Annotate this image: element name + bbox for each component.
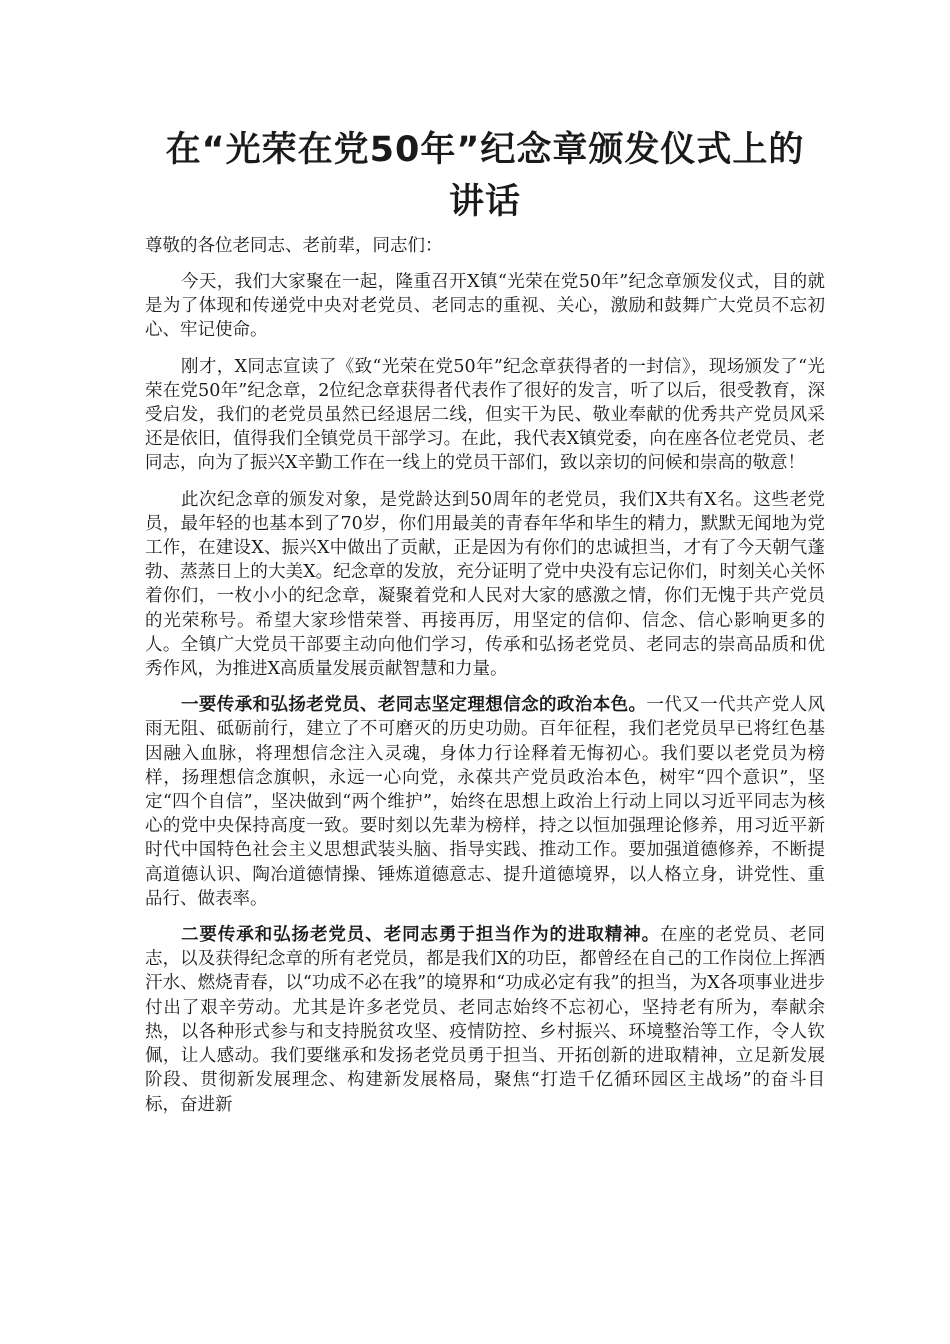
paragraph-2 [145, 355, 825, 476]
paragraph-lead: 一要传承和弘扬老党员、老同志坚定理想信念的政治本色。 [181, 695, 647, 716]
paragraph-text: 在座的老党员、老同志，以及获得纪念章的所有老党员，都是我们X的功臣，都曾经在自己的工作岗位上挥洒汗水、燃烧青春，以“功成不必在我”的境界和“功成必定有我”的担当，为X各项事业进步付出了艰辛劳动。尤其是许多老党员、老同志始终不忘初心，坚持老有所为，奉献余热，以各种形式参与和支持脱贫攻坚、疫情防控、乡村振兴、环境整治等工作，令人钦佩，让人感动。我们要继承和发扬老党员勇于担当、开拓创新的进取精神，立足新发展阶段、贯彻新发展理念、构建新发展格局，聚焦“打造千亿循环园区主战场”的奋斗目标，奋进新 [145, 925, 826, 1115]
paragraph-5 [145, 923, 825, 1117]
paragraph-4 [145, 693, 825, 911]
document-title [145, 124, 825, 228]
title-line-2: 讲话 [448, 182, 521, 222]
paragraph-text: 今天，我们大家聚在一起，隆重召开X镇“光荣在党50年”纪念章颁发仪式，目的就是为了体现和传递党中央对老党员、老同志的重视、关心，激励和鼓舞广大党员不忘初心、牢记使命。 [145, 272, 825, 341]
salutation: 尊敬的各位老同志、老前辈，同志们： [145, 236, 443, 256]
paragraph-3 [145, 488, 825, 682]
title-line-1: 在“光荣在党50年”纪念章颁发仪式上的 [165, 130, 805, 170]
document-page [145, 124, 825, 1129]
paragraph-text: 一代又一代共产党人风雨无阻、砥砺前行，建立了不可磨灭的历史功勋。百年征程，我们老党员早已将红色基因融入血脉，将理想信念注入灵魂，身体力行诠释着无悔初心。我们要以老党员为榜样，扬理想信念旗帜，永远一心向党，永葆共产党员政治本色，树牢“四个意识”，坚定“四个自信”，坚决做到“两个维护”，始终在思想上政治上行动上同以习近平同志为核心的党中央保持高度一致。要时刻以先辈为榜样，持之以恒加强理论修养，用习近平新时代中国特色社会主义思想武装头脑、指导实践、推动工作。要加强道德修养，不断提高道德认识、陶冶道德情操、锤炼道德意志、提升道德境界，以人格立身，讲党性、重品行、做表率。 [145, 695, 826, 909]
paragraph-lead: 二要传承和弘扬老党员、老同志勇于担当作为的进取精神。 [181, 925, 661, 946]
paragraph-text: 此次纪念章的颁发对象，是党龄达到50周年的老党员，我们X共有X名。这些老党员，最年轻的也基本到了70岁，你们用最美的青春年华和毕生的精力，默默无闻地为党工作，在建设X、振兴X中做出了贡献，正是因为有你们的忠诚担当，才有了今天朝气蓬勃、蒸蒸日上的大美X。纪念章的发放，充分证明了党中央没有忘记你们，时刻关心关怀着你们，一枚小小的纪念章，凝聚着党和人民对大家的感激之情，你们无愧于共产党员的光荣称号。希望大家珍惜荣誉、再接再厉，用坚定的信仰、信念、信心影响更多的人。全镇广大党员干部要主动向他们学习，传承和弘扬老党员、老同志的崇高品质和优秀作风，为推进X高质量发展贡献智慧和力量。 [145, 489, 825, 680]
paragraph-1 [145, 270, 825, 343]
paragraph-text: 刚才，X同志宣读了《致“光荣在党50年”纪念章获得者的一封信》，现场颁发了“光荣在党50年”纪念章，2位纪念章获得者代表作了很好的发言，听了以后，很受教育，深受启发，我们的老党员虽然已经退居二线，但实干为民、敬业奉献的优秀共产党员风采还是依旧，值得我们全镇党员干部学习。在此，我代表X镇党委，向在座各位老党员、老同志，向为了振兴X辛勤工作在一线上的党员干部们，致以亲切的问候和崇高的敬意！ [145, 356, 825, 474]
